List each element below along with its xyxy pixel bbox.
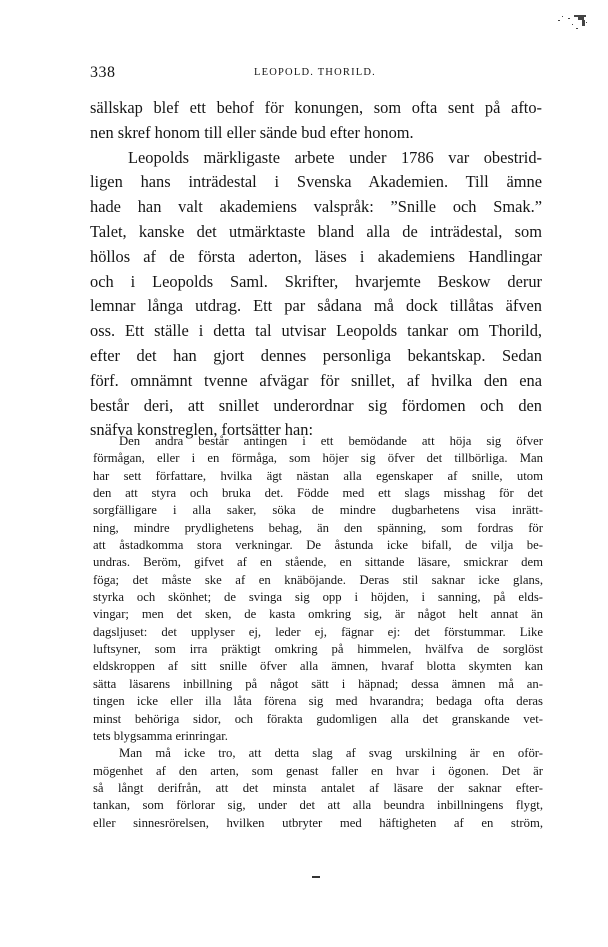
- text-line: Leopolds märkligaste arbete under 1786 var obestrid-: [128, 147, 542, 167]
- quote-line: att åstadkomma stora verkningar. De åstunda icke bifall, de vilja be-: [93, 538, 543, 553]
- text-line: består deri, att snillet underordnar sig fördomen och den: [90, 395, 542, 415]
- page-header: [90, 64, 540, 86]
- quote-line: föga; det måste ske af en knäböjande. Deras stil saknar icke glans,: [93, 572, 543, 587]
- quote-line: vingar; men det sken, de kasta omkring sig, är något helt annat än: [93, 607, 543, 622]
- text-line: förf. omnämnt tvenne afvägar för snillet, af hvilka den ena: [90, 370, 542, 390]
- footer-mark: [312, 876, 320, 878]
- quote-line: sätta läsarens inbillning på något sätt i häpnad; dessa ämnen må an-: [93, 676, 543, 691]
- text-line: Talet, kanske det utmärktaste bland alla de inträdestal, som: [90, 221, 542, 241]
- text-line: och i Leopolds Saml. Skrifter, hvarjemte Beskow derur: [90, 271, 542, 291]
- quote-line: ning, mindre prydlighetens behag, än den spänning, som fordras för: [93, 520, 543, 535]
- main-text: [90, 96, 542, 443]
- quote-line: eldskroppen af sitt snille öfver alla ämnen, hvaraf blotta skymten kan: [93, 659, 543, 674]
- quote-line: mögenhet af den arten, som genast faller en hvar i ögonen. Det är: [93, 763, 543, 778]
- text-line: snäfva konstreglen, fortsätter han:: [90, 420, 314, 440]
- page-number: 338: [90, 64, 116, 81]
- quote-paragraph: [93, 433, 543, 745]
- quote-line: Den andra består antingen i ett bemödande att höja sig öfver: [119, 434, 543, 448]
- text-line: hade han valt akademiens valspråk: ”Snille och Smak.”: [90, 197, 542, 217]
- text-line: oss. Ett ställe i detta tal utvisar Leopolds tankar om Thorild,: [90, 321, 542, 341]
- quote-line: Man må icke tro, att detta slag af svag urskilning är en oför-: [119, 746, 543, 761]
- quote-line: styrka och skönhet; de svinga sig opp i höjden, i sanning, på elds-: [93, 590, 543, 605]
- text-line: efter det han gjort dennes personliga bekantskap. Sedan: [90, 345, 542, 365]
- quote-line: luftsyner, som irra präktigt omkring på himmelen, hvälfva de sorglöst: [93, 642, 543, 657]
- paragraph: [90, 146, 542, 444]
- quote-line: minst behöriga sidor, och förakta gudomligen alla det granskande vet-: [93, 711, 543, 726]
- library-stamp-mark: [538, 12, 592, 34]
- paragraph: [90, 96, 542, 146]
- quote-paragraph: [93, 745, 543, 832]
- quote-line: dagsljuset: det upplyser ej, leder ej, fägnar ej: det förstummar. Like: [93, 624, 543, 639]
- quote-line: den att styra och bruka det. Födde med ett slags misshag för det: [93, 486, 543, 501]
- quote-line: så långt derifrån, att det minsta antalet af läsare der saknar efter-: [93, 780, 543, 795]
- text-line: höllos af de första aderton, läses i akademiens Handlingar: [90, 246, 542, 266]
- quote-line: sorgfälligare i alla saker, söka de mindre dugbarhetens visa inrätt-: [93, 503, 543, 518]
- running-title: LEOPOLD. THORILD.: [254, 67, 376, 78]
- quote-line: tets blygsamma erinringar.: [93, 728, 228, 743]
- quote-line: undras. Beröm, gifvet af en stående, en sittande läsare, smickrar dem: [93, 555, 543, 570]
- text-line: lemnar långa utdrag. Ett par sådana må dock tillåtas äfven: [90, 296, 542, 316]
- text-line: nen skref honom till eller sände bud efter honom.: [90, 122, 414, 142]
- quote-line: har sett författare, hvilka ägt nästan alla egenskaper af snille, utom: [93, 468, 543, 483]
- text-line: sällskap blef ett behof för konungen, som ofta sent på afto-: [90, 98, 542, 117]
- quote-line: eller sinnesrörelsen, hvilken utbryter med häftigheten af en ström,: [93, 815, 543, 830]
- quote-line: förmågan, eller i en förmåga, som höjer sig öfver det tillbörliga. Man: [93, 451, 543, 466]
- block-quote: [93, 433, 543, 832]
- text-line: ligen hans inträdestal i Svenska Akademien. Till ämne: [90, 172, 542, 192]
- quote-line: tingen icke eller illa låta förena sig med hvarandra; bedaga ofta deras: [93, 694, 543, 709]
- quote-line: tankan, som förlorar sig, under det att alla beundra inbillningens flygt,: [93, 798, 543, 813]
